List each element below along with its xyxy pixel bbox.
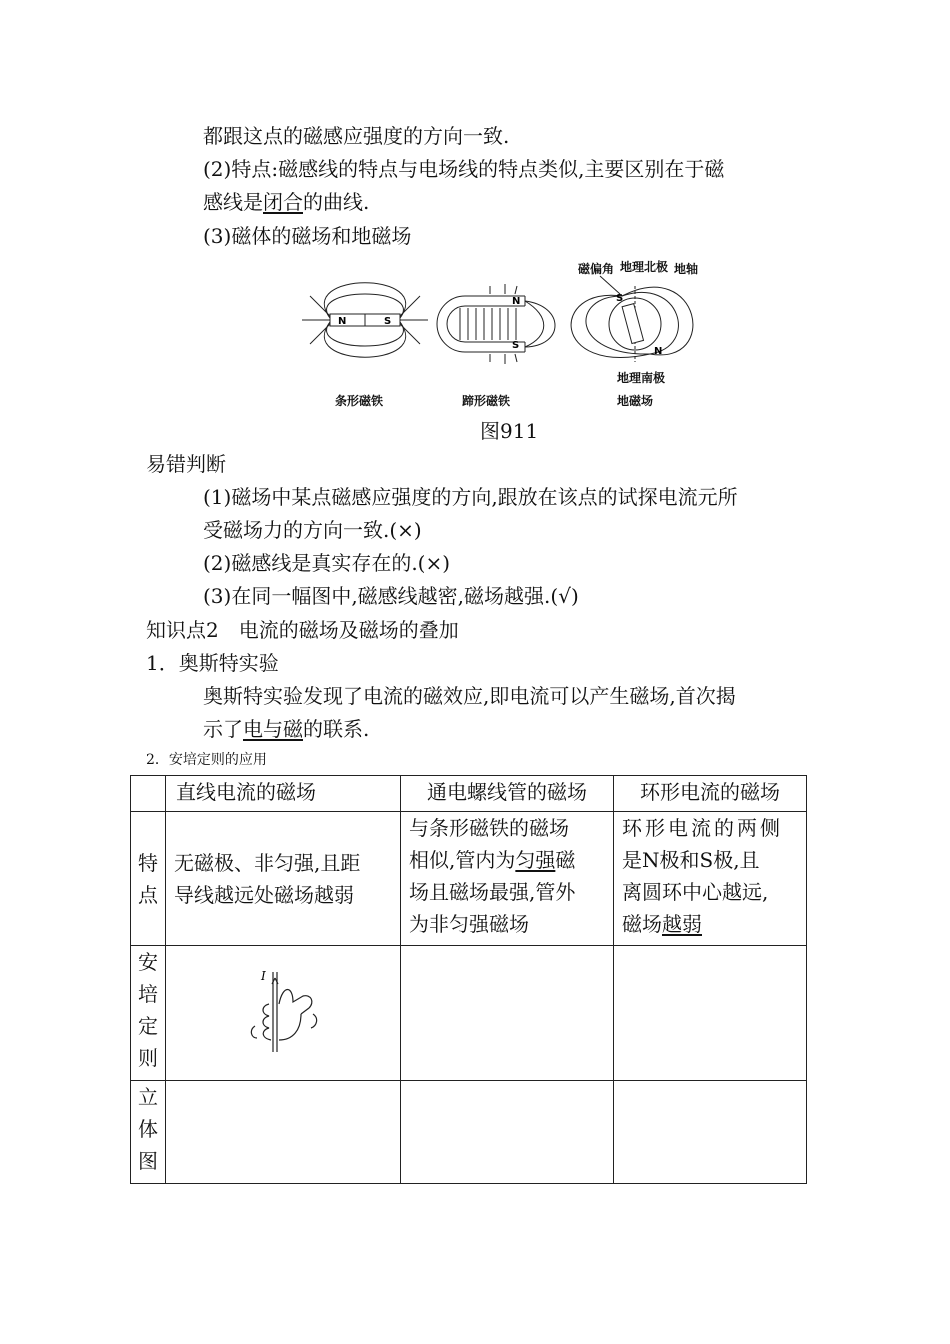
judge-q1-line1: (1)磁场中某点磁感应强度的方向,跟放在该点的试探电流元所 <box>203 485 738 509</box>
figure-caption: 图911 <box>480 419 539 443</box>
feature-line2 <box>203 190 369 214</box>
row-label-ampere <box>131 946 166 1081</box>
row-label-feature <box>131 812 166 946</box>
row-label-3d <box>131 1081 166 1184</box>
cell-solenoid-ampere <box>401 946 614 1081</box>
geo-south-label: 地理南极 <box>617 371 666 385</box>
kp2-title: 知识点2 电流的磁场及磁场的叠加 <box>146 618 459 642</box>
earth-field-diagram <box>571 276 693 362</box>
cell-straight-3d <box>166 1081 401 1184</box>
horseshoe-S: S <box>512 340 520 351</box>
oersted-text: 示了 <box>203 717 243 741</box>
uniform-underlined: 匀强 <box>515 848 556 872</box>
oersted-line2 <box>203 717 369 741</box>
cell-text <box>409 844 605 876</box>
feature-text-end: 的曲线. <box>303 190 370 214</box>
bar-N: N <box>338 316 347 327</box>
cell-text: 导线越远处磁场越弱 <box>174 882 354 907</box>
ampere-rule-table <box>130 775 807 1184</box>
intro-line1: 都跟这点的磁感应强度的方向一致. <box>203 124 510 148</box>
item3-heading: (3)磁体的磁场和地磁场 <box>203 224 412 248</box>
bar-S: S <box>384 316 392 327</box>
row-label-char: 图 <box>138 1149 158 1173</box>
row-label-char: 立 <box>138 1085 158 1109</box>
ampere-rule-title: 2．安培定则的应用 <box>146 752 267 768</box>
bar-magnet-diagram <box>302 283 428 358</box>
judge-title: 易错判断 <box>146 452 226 476</box>
cell-text-part: 相似,管内为 <box>409 848 516 872</box>
corner-cell <box>131 776 166 812</box>
cell-text-part: 磁 <box>555 848 576 872</box>
current-label: I <box>261 968 266 983</box>
cell-text: 是N极和S极,且 <box>622 848 760 872</box>
horseshoe-magnet-label: 蹄形磁铁 <box>462 394 511 408</box>
cell-text: 与条形磁铁的磁场 <box>409 816 569 840</box>
feature-text: 感线是 <box>203 190 263 214</box>
and-underlined: 与 <box>263 717 283 741</box>
header-straight: 直线电流的磁场 <box>166 776 401 812</box>
header-ring: 环形电流的磁场 <box>614 776 807 812</box>
earth-N: N <box>654 346 663 357</box>
cell-solenoid-feature <box>401 812 614 946</box>
horseshoe-N: N <box>512 296 521 307</box>
oersted-line1: 奥斯特实验发现了电流的磁效应,即电流可以产生磁场,首次揭 <box>203 684 736 708</box>
closed-underlined: 闭合 <box>263 190 303 214</box>
row-label-char: 定 <box>138 1014 158 1038</box>
judge-q3: (3)在同一幅图中,磁感线越密,磁场越强.(√) <box>203 584 579 608</box>
declination-label: 磁偏角 <box>578 262 615 276</box>
cell-text: 环形电流的两侧 <box>622 816 783 840</box>
judge-q1-line2: 受磁场力的方向一致.(×) <box>203 518 422 542</box>
cell-straight-feature <box>166 812 401 946</box>
electric-underlined: 电 <box>243 717 263 741</box>
earth-S: S <box>616 293 624 304</box>
row-label-char: 培 <box>138 982 158 1006</box>
header-solenoid: 通电螺线管的磁场 <box>401 776 614 812</box>
cell-text: 为非匀强磁场 <box>409 912 529 936</box>
judge-q2: (2)磁感线是真实存在的.(×) <box>203 551 451 575</box>
earth-field-label: 地磁场 <box>617 394 654 408</box>
cell-text <box>622 908 798 940</box>
cell-ring-3d <box>614 1081 807 1184</box>
row-label-char: 则 <box>138 1046 158 1070</box>
magnetic-underlined: 磁 <box>283 717 303 741</box>
weaker-underlined: 越弱 <box>662 912 702 936</box>
cell-text: 场且磁场最强,管外 <box>409 880 576 904</box>
cell-ring-ampere <box>614 946 807 1081</box>
cell-ring-feature <box>614 812 807 946</box>
horseshoe-magnet-diagram <box>437 284 555 364</box>
cell-text: 离圆环中心越远, <box>622 880 769 904</box>
feature-line1: (2)特点:磁感线的特点与电场线的特点类似,主要区别在于磁 <box>203 157 725 181</box>
geo-north-label: 地理北极 <box>620 260 669 274</box>
axis-label: 地轴 <box>674 262 699 276</box>
oersted-title: 1．奥斯特实验 <box>146 651 279 675</box>
cell-straight-ampere <box>166 946 401 1081</box>
row-label-char: 点 <box>138 882 158 907</box>
cell-text: 无磁极、非匀强,且距 <box>174 850 361 875</box>
oersted-text-end: 的联系. <box>303 717 370 741</box>
cell-text-part: 磁场 <box>622 912 662 936</box>
row-label-char: 体 <box>138 1117 158 1141</box>
bar-magnet-label: 条形磁铁 <box>335 394 384 408</box>
right-hand-rule-icon <box>243 964 323 1054</box>
row-label-char: 安 <box>138 950 158 974</box>
row-label-char: 特 <box>138 850 158 875</box>
cell-solenoid-3d <box>401 1081 614 1184</box>
